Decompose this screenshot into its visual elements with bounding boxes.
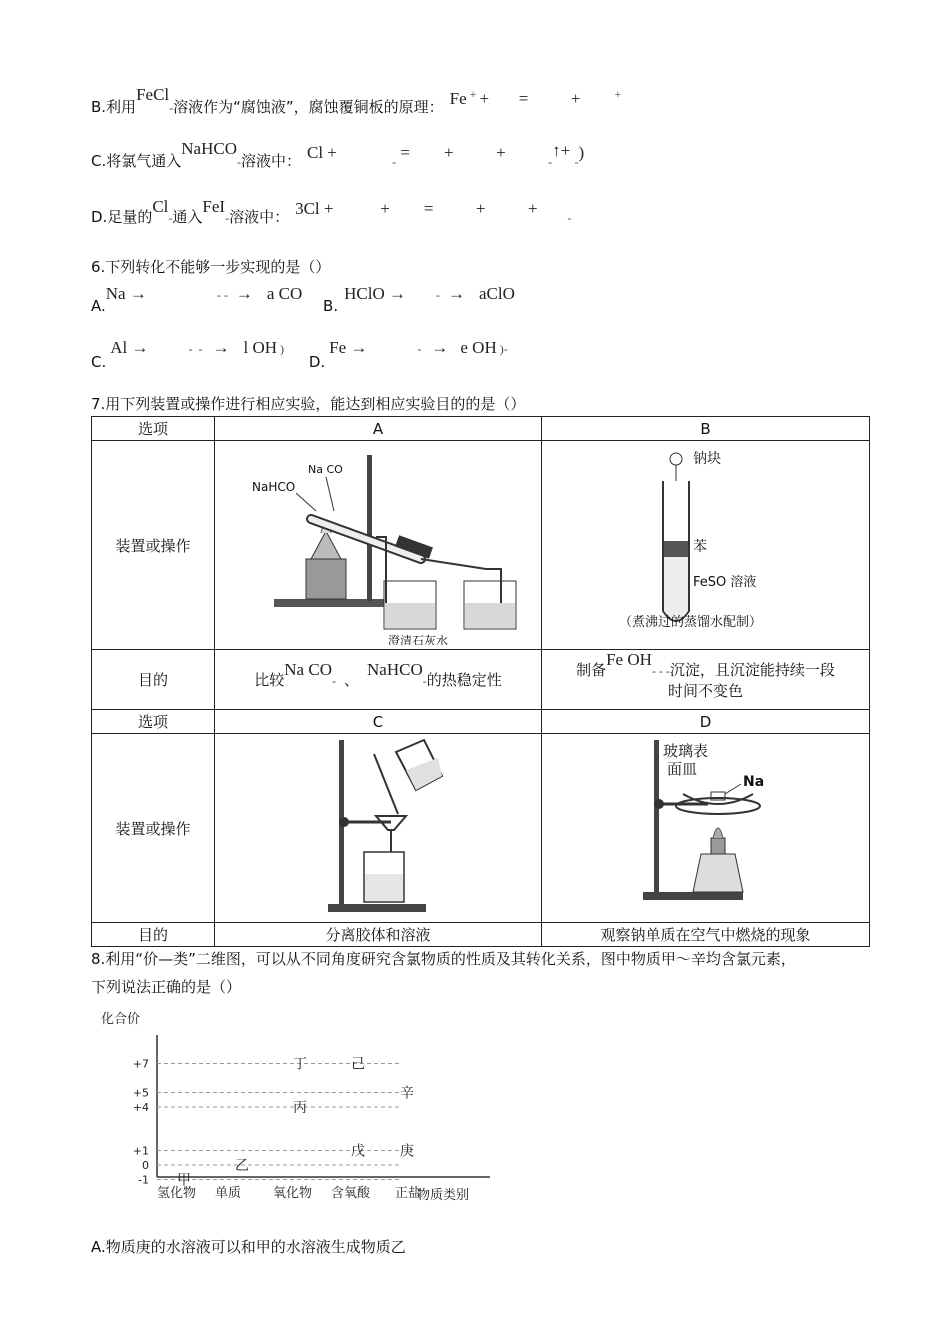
q5-d-text2: 通入 xyxy=(172,208,203,226)
chart-xtick-1: 单质 xyxy=(215,1186,242,1201)
q7-header-a: A xyxy=(215,417,542,441)
q5-d-formula1: Cl xyxy=(152,197,169,216)
q5-c-text: C.将氯气通入 xyxy=(91,152,182,170)
q5-b-formula: FeCl xyxy=(136,85,170,104)
q6-c-arrow: → xyxy=(212,338,230,357)
q7-header-d: D xyxy=(542,710,870,734)
q6-c-start: Al → xyxy=(110,338,149,357)
q7-row-device-2: 装置或操作 xyxy=(92,734,215,923)
q5-c-formula: NaHCO xyxy=(181,139,237,158)
valence-type-chart xyxy=(95,1005,505,1215)
q5-option-d: D.足量的Cl-通入FeI-溶液中： 3Cl + + = + + - xyxy=(91,197,572,226)
q6-c-label: C. xyxy=(91,353,107,371)
chart-point-4: 戊 xyxy=(351,1143,365,1160)
chart-point-1: 乙 xyxy=(235,1158,249,1174)
chart-ytick-0: +7 xyxy=(132,1057,149,1071)
chart-point-2: 丙 xyxy=(293,1100,307,1116)
a-purpose-formula1: Na CO xyxy=(284,660,332,679)
chart-point-6: 庚 xyxy=(400,1143,414,1160)
q7-b-apparatus xyxy=(542,441,870,650)
a-label-na2co3: Na CO xyxy=(307,463,343,476)
apparatus-d-image xyxy=(543,734,869,918)
q7-row-purpose-2: 目的 xyxy=(92,923,215,947)
a-purpose-text1: 比较 xyxy=(254,671,285,689)
q5-b-text: B.利用 xyxy=(91,98,137,116)
chart-ytick-3: +1 xyxy=(132,1144,149,1158)
b-purpose-formula: Fe OH xyxy=(606,649,652,669)
q7-c-purpose: 分离胶体和溶液 xyxy=(215,923,542,947)
apparatus-c-image xyxy=(216,734,541,918)
a-label-nahco3: NaHCO xyxy=(251,480,295,494)
q5-c-text2: 溶液中： xyxy=(240,152,301,170)
q5-b-equation: Fe xyxy=(449,89,467,108)
chart-ytick-5: -1 xyxy=(138,1173,149,1187)
d-label-watchglass1: 玻璃表 xyxy=(662,742,708,760)
q5-d-text3: 溶液中： xyxy=(229,208,290,226)
b-purpose-text1: 制备 xyxy=(576,660,607,679)
a-purpose-sep: 、 xyxy=(343,671,359,689)
q8-option-a: A.物质庚的水溶液可以和甲的水溶液生成物质乙 xyxy=(91,1238,406,1256)
q6-b-label: B. xyxy=(323,297,339,315)
q6-row1: A.Na → - - → a CO B.HClO → - → aClO xyxy=(91,284,515,315)
a-purpose-text2: 的热稳定性 xyxy=(426,671,502,689)
q6-a-end: a CO xyxy=(266,284,303,303)
q7-d-apparatus xyxy=(542,734,870,923)
d-label-na: Na xyxy=(742,774,764,790)
apparatus-a-image xyxy=(216,441,541,645)
a-purpose-formula2: NaHCO xyxy=(367,660,423,679)
q6-d-label: D. xyxy=(308,353,326,371)
q8-stem-2: 下列说法正确的是（） xyxy=(91,978,242,996)
b-purpose-text2: 沉淀，且沉淀能持续一段 xyxy=(669,660,835,679)
chart-point-3: 丁 xyxy=(293,1056,307,1073)
q6-b-start: HClO → xyxy=(344,284,406,303)
apparatus-b-image xyxy=(543,441,869,645)
q7-table xyxy=(91,416,870,947)
chart-xtick-4: 正盐 xyxy=(395,1186,422,1201)
q6-stem: 6.下列转化不能够一步实现的是（） xyxy=(91,258,331,276)
chart-ytick-1: +5 xyxy=(132,1086,149,1100)
q5-d-formula2: FeI xyxy=(202,197,226,216)
chart-point-0: 甲 xyxy=(177,1172,191,1189)
b-label-water: （煮沸过的蒸馏水配制） xyxy=(618,615,762,630)
chart-xlabel: 物质类别 xyxy=(417,1188,470,1203)
q6-d-end: e OH xyxy=(460,338,497,357)
chart-xtick-2: 氧化物 xyxy=(273,1186,313,1201)
q7-header-c: C xyxy=(215,710,542,734)
q7-a-apparatus xyxy=(215,441,542,650)
q5-c-equation: Cl xyxy=(306,143,324,162)
chart-ytick-2: +4 xyxy=(132,1101,149,1114)
chart-point-7: 辛 xyxy=(400,1085,414,1102)
q7-d-purpose: 观察钠单质在空气中燃烧的现象 xyxy=(542,923,870,947)
q7-a-purpose: 比较Na CO- 、NaHCO-的热稳定性 xyxy=(215,650,542,710)
b-label-benzene: 苯 xyxy=(692,539,707,555)
q8-stem-1: 8.利用“价—类”二维图，可以从不同角度研究含氯物质的性质及其转化关系，图中物质甲～辛均含氯元素， xyxy=(91,950,796,968)
chart-point-5: 己 xyxy=(351,1056,365,1073)
b-label-sodium: 钠块 xyxy=(692,451,721,467)
q5-option-c: C.将氯气通入NaHCO-溶液中： Cl + - = + + -↑+ -) xyxy=(91,139,585,170)
chart-xtick-3: 含氧酸 xyxy=(331,1186,371,1201)
b-label-feso4: FeSO 溶液 xyxy=(692,575,756,590)
q5-d-text: D.足量的 xyxy=(91,208,153,226)
q6-b-end: aClO xyxy=(478,284,515,303)
q7-c-apparatus xyxy=(215,734,542,923)
q6-b-arrow: → xyxy=(447,284,465,303)
b-purpose-text3: 时间不变色 xyxy=(667,681,743,700)
q6-c-end: l OH xyxy=(243,338,278,357)
chart-xtick-0: 氢化物 xyxy=(157,1186,197,1201)
q5-option-b: B.利用FeCl-溶液作为“腐蚀液”，腐蚀覆铜板的原理： Fe + + = + + xyxy=(91,85,622,116)
q6-row2: C.Al → - - → l OH ) D.Fe → - → e OH )- xyxy=(91,338,508,371)
chart-ylabel: 化合价 xyxy=(101,1012,141,1027)
q7-header-b: B xyxy=(542,417,870,441)
q6-a-label: A. xyxy=(91,297,106,315)
q7-row-device-1: 装置或操作 xyxy=(92,441,215,650)
q6-a-arrow: → xyxy=(235,284,253,303)
q6-a-start: Na → xyxy=(105,284,147,303)
q6-d-start: Fe → xyxy=(329,338,368,357)
d-label-watchglass2: 面皿 xyxy=(666,760,697,778)
q7-header-option: 选项 xyxy=(92,417,215,441)
q5-b-text2: 溶液作为“腐蚀液”，腐蚀覆铜板的原理： xyxy=(173,98,444,116)
q7-stem: 7.用下列装置或操作进行相应实验，能达到相应实验目的的是（） xyxy=(91,395,526,413)
chart-ytick-4: 0 xyxy=(142,1159,149,1172)
q7-header-option-2: 选项 xyxy=(92,710,215,734)
q7-row-purpose-1: 目的 xyxy=(92,650,215,710)
q6-d-arrow: → xyxy=(431,338,449,357)
a-label-limewater: 澄清石灰水 xyxy=(387,634,448,645)
q5-d-equation: 3Cl xyxy=(295,199,320,218)
q7-b-purpose: 制备Fe OH- - -沉淀，且沉淀能持续一段 时间不变色 xyxy=(542,650,870,710)
